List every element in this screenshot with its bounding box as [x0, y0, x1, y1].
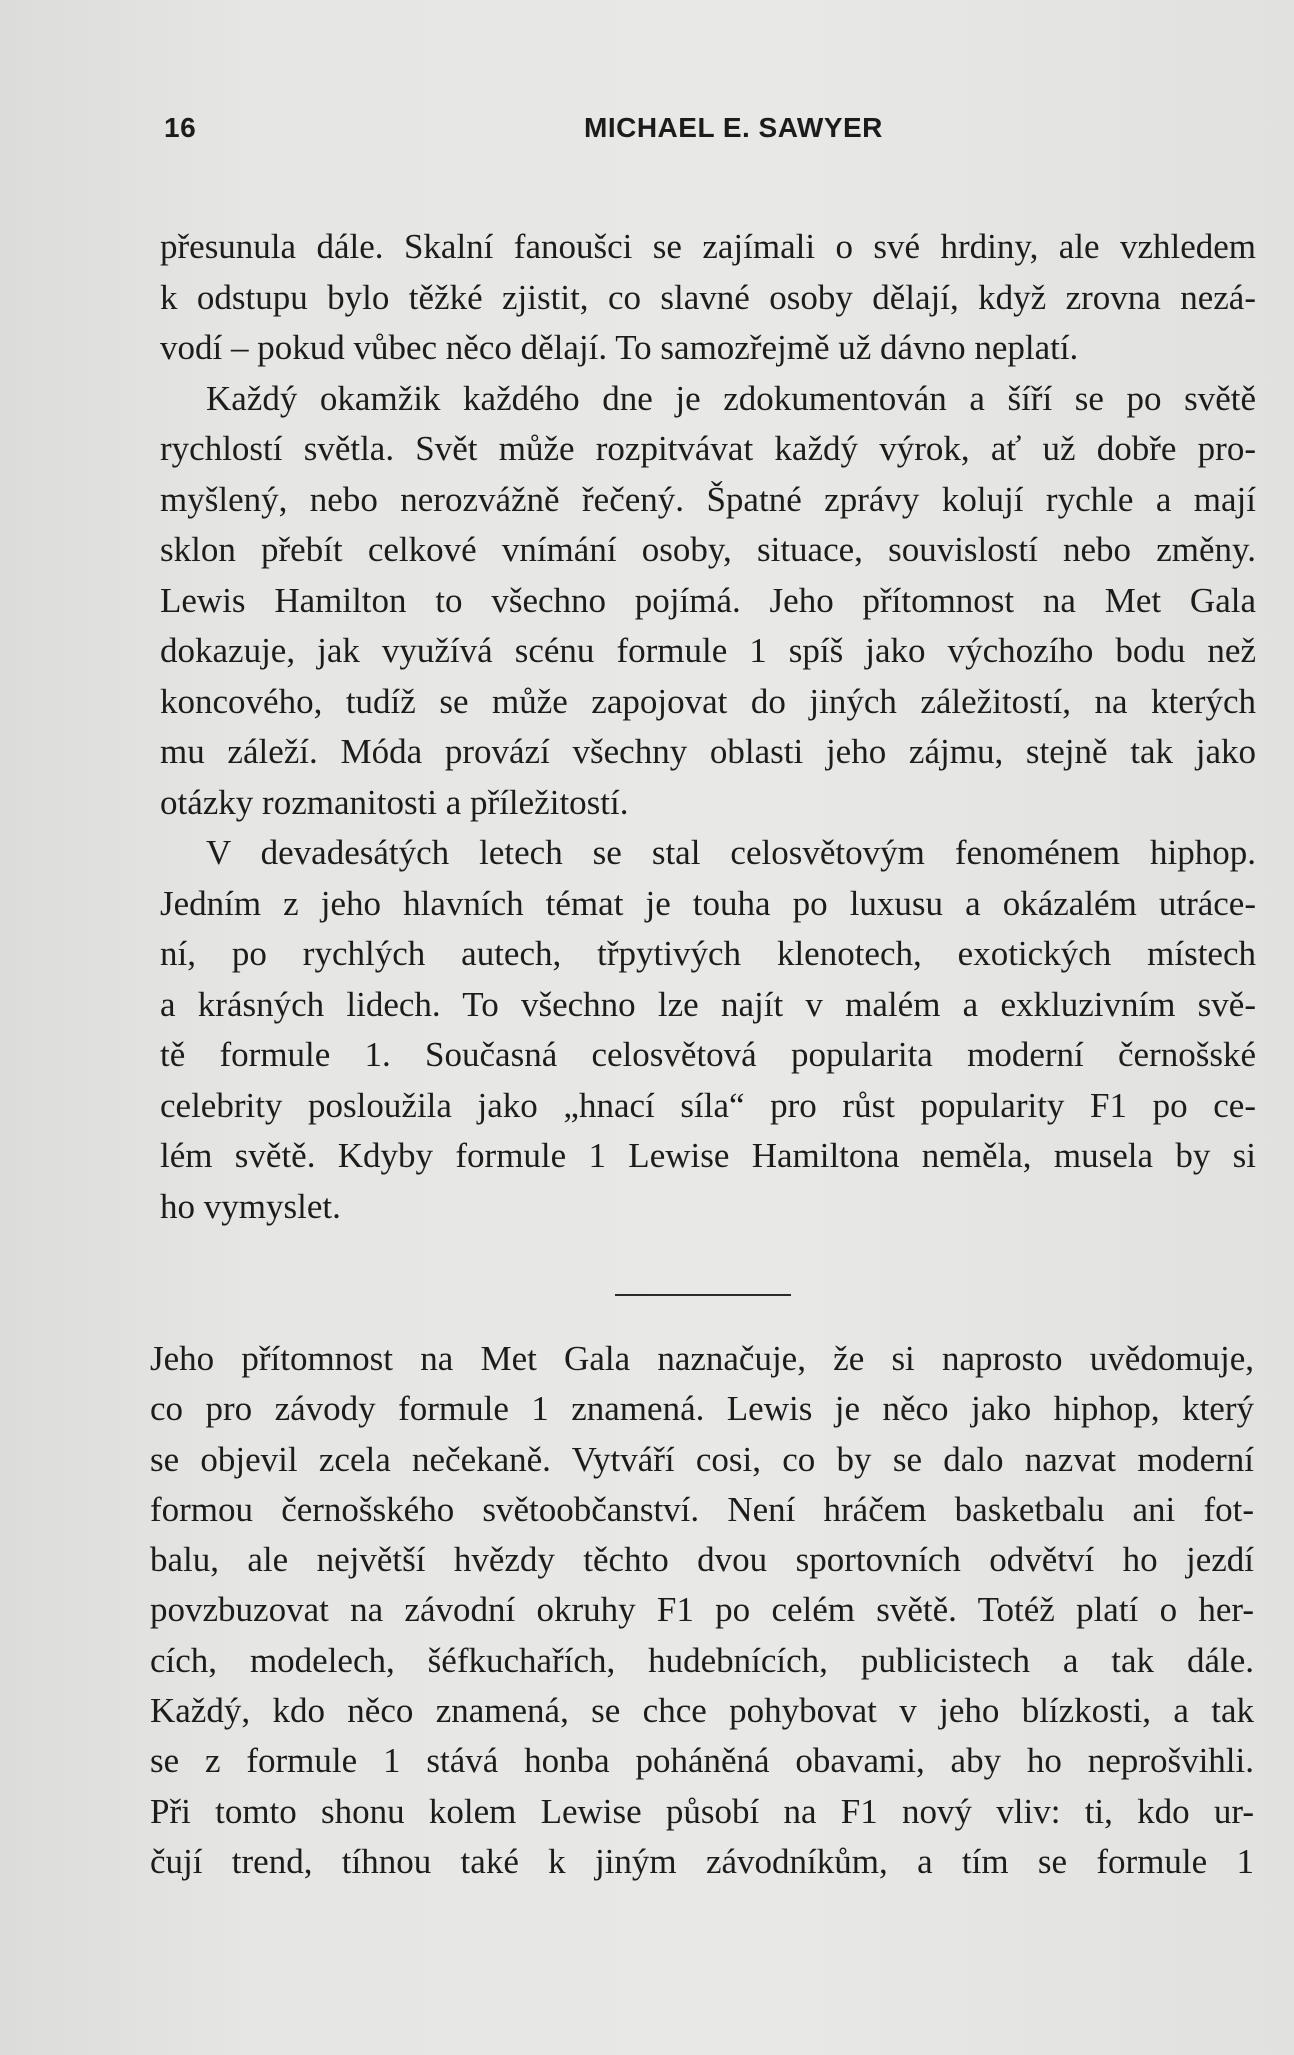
text-line: povzbuzovat na závodní okruhy F1 po celém světě. Totéž platí o her-: [150, 1590, 1254, 1630]
text-line: čují trend, tíhnou také k jiným závodníkům, a tím se formule 1: [150, 1841, 1254, 1881]
text-line: dokazuje, jak využívá scénu formule 1 spíš jako výchozího bodu než: [160, 631, 1256, 670]
page-number: 16: [164, 112, 197, 143]
text-line: se objevil zcela nečekaně. Vytváří cosi, co by se dalo nazvat moderní: [150, 1439, 1254, 1479]
text-line: myšlený, nebo nerozvážně řečený. Špatné zprávy kolují rychle a mají: [160, 479, 1256, 519]
text-line: cích, modelech, šéfkuchařích, hudebnících, publicistech a tak dále.: [150, 1640, 1254, 1680]
text-line: Jeho přítomnost na Met Gala naznačuje, že si naprosto uvědomuje,: [150, 1339, 1254, 1378]
text-line: ní, po rychlých autech, třpytivých klenotech, exotických místech: [160, 934, 1256, 973]
text-line: vodí – pokud vůbec něco dělají. To samozřejmě už dávno neplatí.: [160, 328, 1079, 367]
text-line: V devadesátých letech se stal celosvětovým fenoménem hiphop.: [206, 833, 1256, 872]
text-line: otázky rozmanitosti a příležitostí.: [160, 782, 629, 822]
text-line: Každý, kdo něco znamená, se chce pohybovat v jeho blízkosti, a tak: [150, 1691, 1254, 1731]
running-head: [164, 112, 1244, 152]
text-section-1: [160, 222, 1256, 1232]
text-line: koncového, tudíž se může zapojovat do jiných záležitostí, na kterých: [160, 681, 1256, 721]
text-section-2: [150, 1334, 1254, 1887]
text-line: formou černošského světoobčanství. Není hráčem basketbalu ani fot-: [150, 1489, 1254, 1529]
text-line: sklon přebít celkové vnímání osoby, situace, souvislostí nebo změny.: [160, 530, 1256, 569]
text-line: rychlostí světla. Svět může rozpitvávat každý výrok, ať už dobře pro-: [160, 429, 1256, 468]
text-line: Lewis Hamilton to všechno pojímá. Jeho přítomnost na Met Gala: [160, 580, 1256, 620]
text-line: ho vymyslet.: [160, 1186, 341, 1226]
text-line: mu záleží. Móda provází všechny oblasti jeho zájmu, stejně tak jako: [160, 732, 1256, 771]
text-line: a krásných lidech. To všechno lze najít v malém a exkluzivním svě-: [160, 984, 1256, 1024]
text-line: se z formule 1 stává honba poháněná obavami, aby ho neprošvihli.: [150, 1741, 1254, 1781]
text-line: k odstupu bylo těžké zjistit, co slavné osoby dělají, když zrovna nezá-: [160, 277, 1256, 317]
text-line: Při tomto shonu kolem Lewise působí na F1 nový vliv: ti, kdo ur-: [150, 1791, 1254, 1831]
text-line: přesunula dále. Skalní fanoušci se zajímali o své hrdiny, ale vzhledem: [160, 227, 1256, 266]
running-head-author: MICHAEL E. SAWYER: [584, 112, 883, 143]
text-line: lém světě. Kdyby formule 1 Lewise Hamiltona neměla, musela by si: [160, 1136, 1256, 1175]
text-line: Každý okamžik každého dne je zdokumentován a šíří se po světě: [206, 378, 1256, 418]
text-line: tě formule 1. Současná celosvětová popularita moderní černošské: [160, 1035, 1256, 1074]
text-line: Jedním z jeho hlavních témat je touha po luxusu a okázalém utráce-: [160, 883, 1256, 923]
text-line: celebrity posloužila jako „hnací síla“ pro růst popularity F1 po ce-: [160, 1085, 1256, 1125]
section-divider: [615, 1294, 791, 1296]
text-line: co pro závody formule 1 znamená. Lewis je něco jako hiphop, který: [150, 1389, 1254, 1429]
text-line: balu, ale největší hvězdy těchto dvou sportovních odvětví ho jezdí: [150, 1540, 1254, 1580]
